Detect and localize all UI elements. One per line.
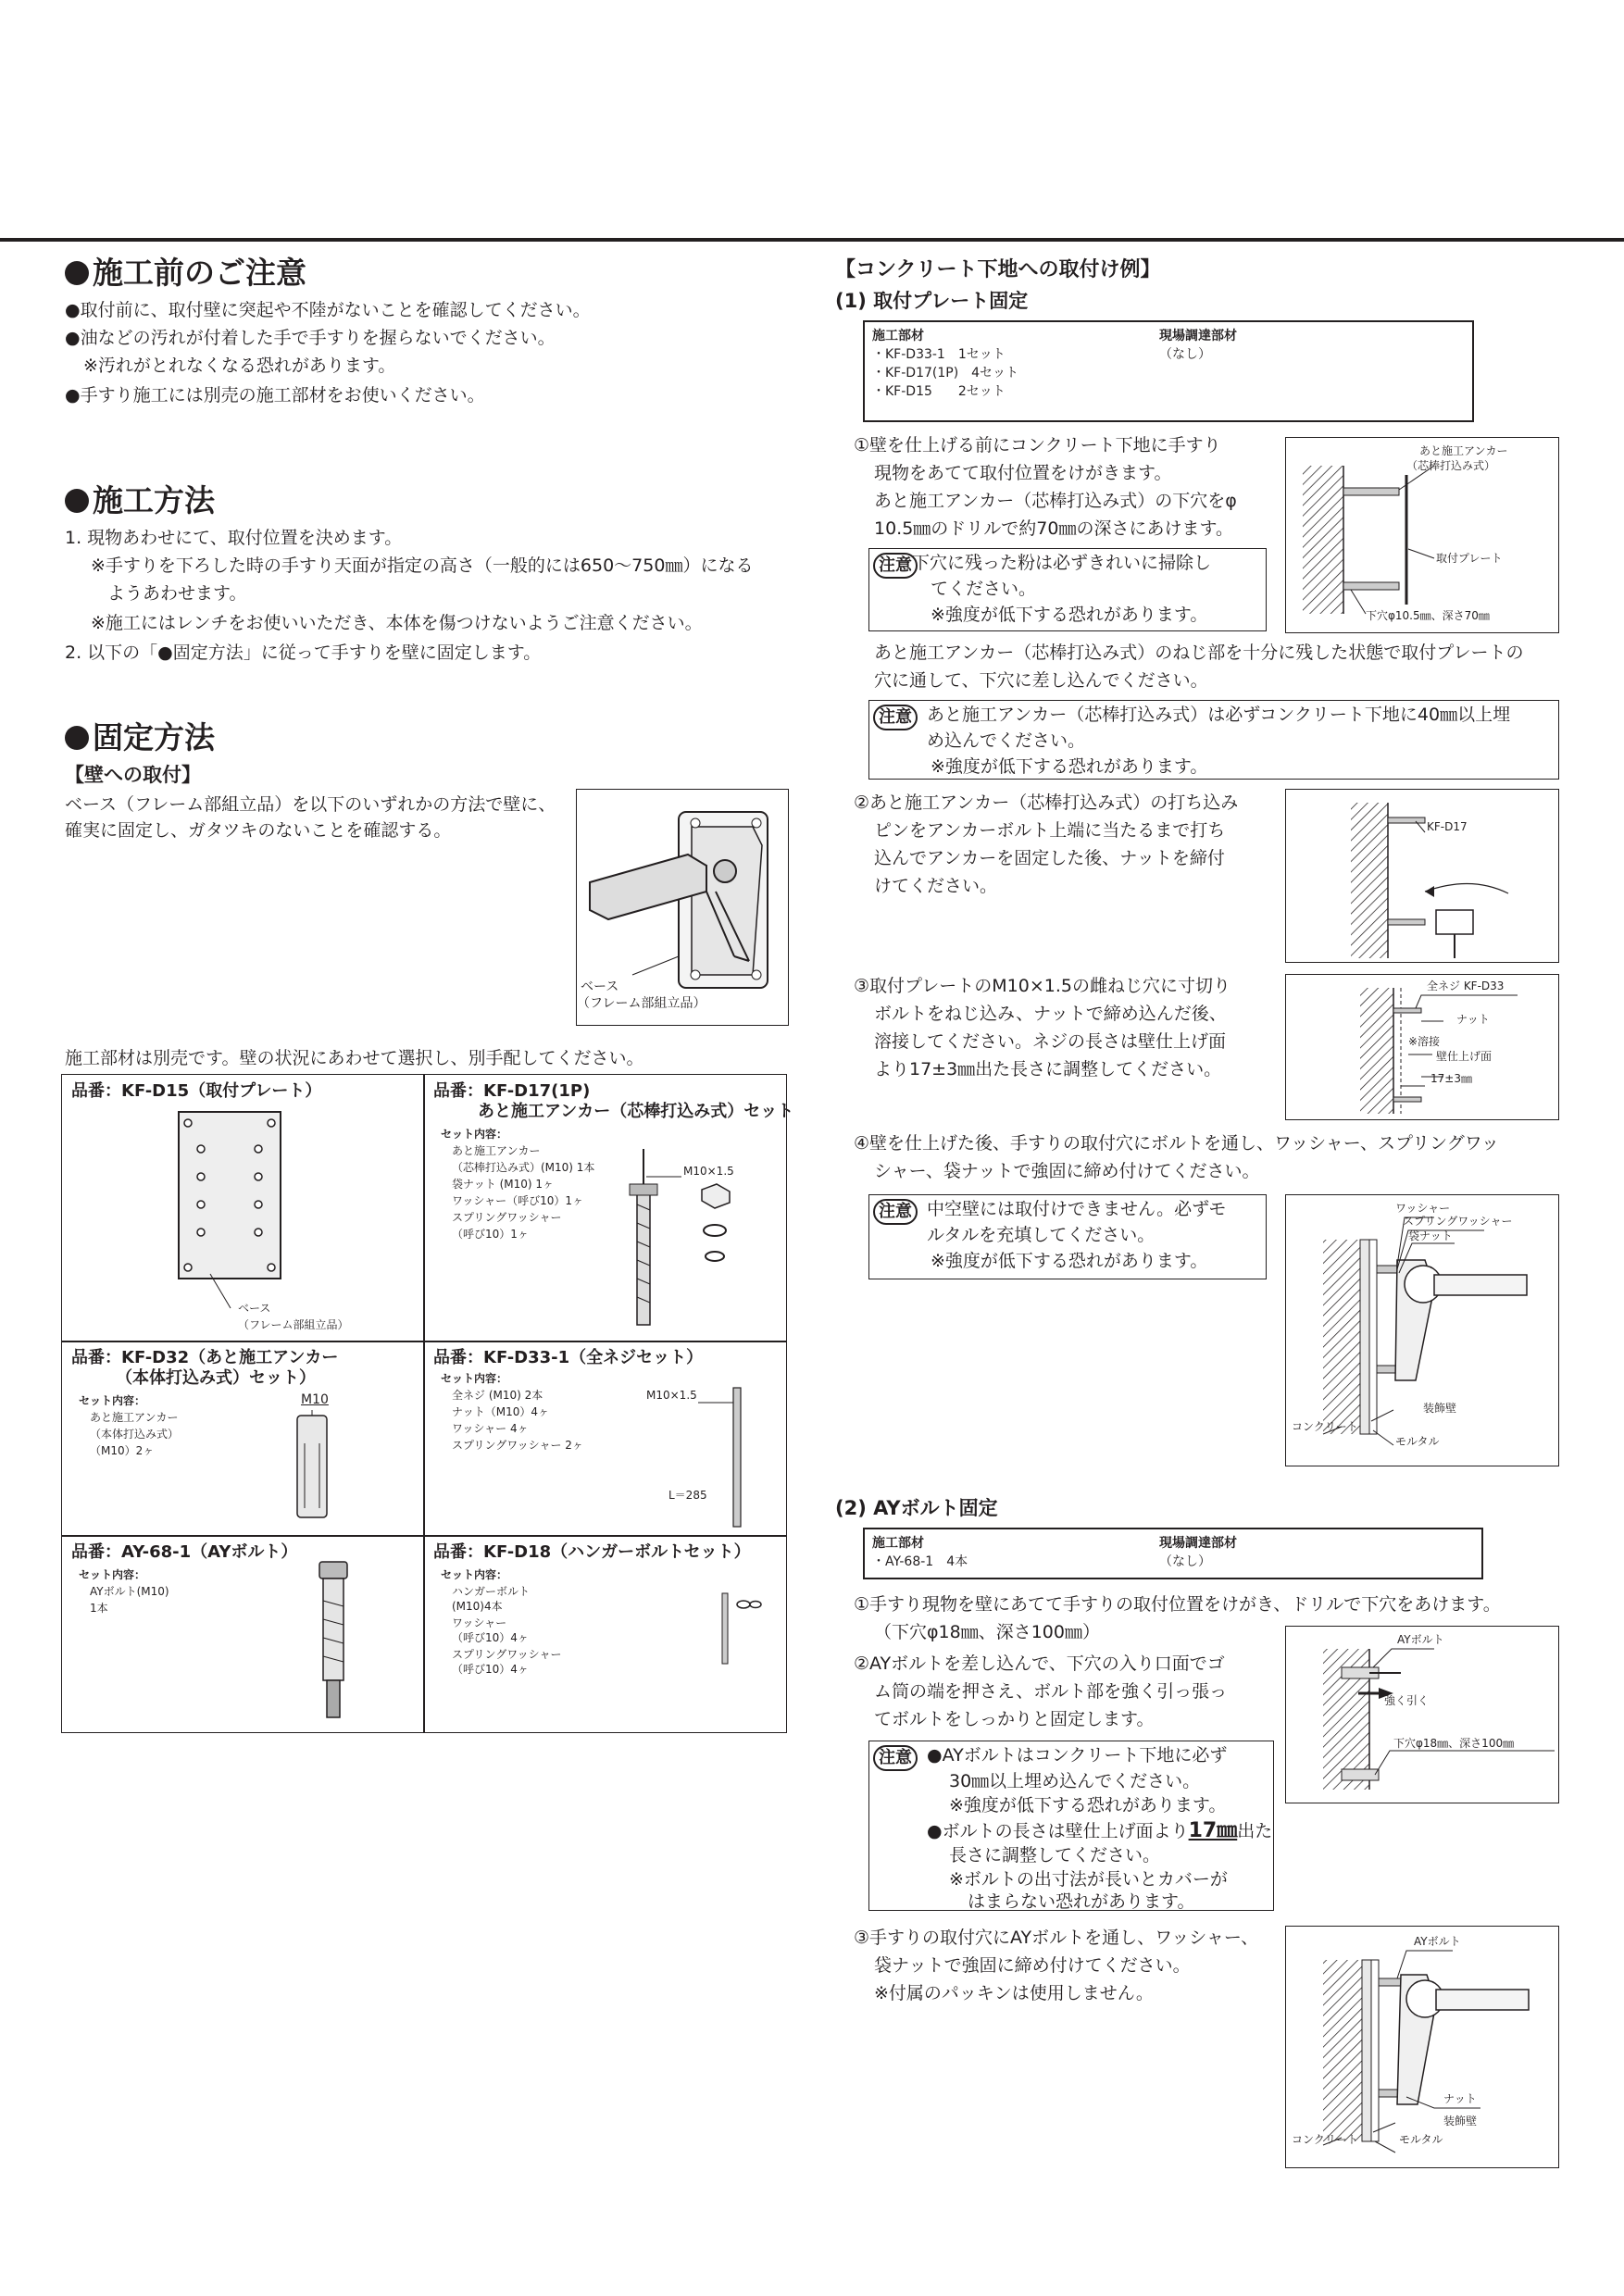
step-line: シャー、袋ナットで強固に締め付けてください。	[874, 1161, 1260, 1181]
fig-label: ナット	[1443, 2092, 1477, 2105]
table-cell: ・AY-68-1 4本	[872, 1554, 968, 1569]
part-cell-ay-68-1	[61, 1535, 425, 1733]
part-content: ワッシャー（呼び10）1ヶ	[452, 1194, 584, 1207]
step-line: 穴に通して、下穴に差し込んでください。	[874, 670, 1208, 691]
caution-line: ※強度が低下する恐れがあります。	[949, 1795, 1227, 1816]
fixing-title: 固定方法	[65, 718, 215, 757]
fig-label: 強く引く	[1384, 1694, 1430, 1707]
caution-line: はまらない恐れがあります。	[968, 1891, 1195, 1912]
fig-ay-bolt-install	[1285, 1926, 1559, 2168]
caution-line: 30㎜以上埋め込んでください。	[949, 1771, 1201, 1791]
bullet-dot-icon	[65, 726, 89, 750]
part-content: スプリングワッシャー	[452, 1648, 562, 1661]
fig-label: モルタル	[1399, 2133, 1443, 2146]
part-name: 品番：KF-D18（ハンガーボルトセット）	[433, 1542, 751, 1562]
fixing-subtitle: 【壁への取付】	[65, 764, 201, 786]
sec1-title: (1) 取付プレート固定	[835, 290, 1029, 312]
part-label: ベース	[238, 1302, 271, 1315]
right-title: 【コンクリート下地への取付け例】	[835, 258, 1161, 281]
precaution-line: ●取付前に、取付壁に突起や不陸がないことを確認してください。	[65, 300, 591, 320]
sec1-parts-table	[863, 320, 1474, 422]
fig-label: 下穴φ18㎜、深さ100㎜	[1393, 1737, 1515, 1750]
part-label: L＝285	[668, 1489, 707, 1502]
part-name: 品番：KF-D32（あと施工アンカー	[71, 1348, 339, 1367]
caution-line: ●AYボルトはコンクリート下地に必ず	[927, 1745, 1228, 1766]
caution-line: め込んでください。	[927, 730, 1086, 751]
fig-label: あと施工アンカー	[1419, 444, 1508, 457]
fig-label: 17±3㎜	[1430, 1072, 1472, 1085]
part-content: 1本	[90, 1602, 108, 1615]
fig-label: 壁仕上げ面	[1436, 1050, 1493, 1063]
step-line: てボルトをしっかりと固定します。	[874, 1709, 1155, 1729]
step-line: 現物をあてて取付位置をけがきます。	[874, 463, 1172, 483]
caution-badge: 注意	[873, 705, 918, 730]
caution-line: 下穴に残った粉は必ずきれいに掃除し	[912, 553, 1212, 573]
fig-label: ワッシャー	[1395, 1202, 1451, 1215]
part-label: M10×1.5	[683, 1165, 734, 1178]
step-line: 込んでアンカーを固定した後、ナットを締付	[874, 848, 1225, 868]
step-line: ム筒の端を押さえ、ボルト部を強く引っ張っ	[874, 1681, 1228, 1702]
part-content: ワッシャー	[452, 1616, 507, 1629]
fixing-line: ベース（フレーム部組立品）を以下のいずれかの方法で壁に、	[65, 794, 556, 815]
part-content: スプリングワッシャー	[452, 1211, 562, 1224]
part-label: M10×1.5	[646, 1389, 697, 1402]
bullet-dot-icon	[65, 261, 89, 285]
fig-label: ※溶接	[1408, 1035, 1441, 1048]
part-content: (M10)4本	[452, 1600, 503, 1613]
table-cell: ・KF-D15 2セット	[872, 384, 1006, 399]
fig-ay-bolt-insert	[1285, 1626, 1559, 1803]
fig-label: 取付プレート	[1436, 552, 1503, 565]
method-line: 2. 以下の「●固定方法」に従って手すりを壁に固定します。	[65, 643, 542, 663]
table-head: 施工部材	[872, 1536, 924, 1551]
part-name: 品番：KF-D33-1（全ネジセット）	[433, 1348, 704, 1367]
method-line: 1. 現物あわせにて、取付位置を決めます。	[65, 528, 403, 548]
step-line: ②AYボルトを差し込んで、下穴の入り口面でゴ	[854, 1653, 1225, 1674]
fig-label: KF-D17	[1427, 820, 1468, 833]
part-content: （芯棒打込み式）(M10) 1本	[452, 1161, 595, 1174]
part-content: （本体打込み式）	[90, 1428, 180, 1441]
step-line: ③手すりの取付穴にAYボルトを通し、ワッシャー、	[854, 1928, 1259, 1948]
table-cell: （なし）	[1159, 347, 1211, 362]
fig-label: 全ネジ KF-D33	[1427, 980, 1505, 992]
method-line: ※手すりを下ろした時の手すり天面が指定の高さ（一般的には650～750㎜）になる	[91, 555, 754, 576]
fig-stud-bolt	[1285, 974, 1559, 1120]
part-name: 品番：KF-D15（取付プレート）	[71, 1081, 322, 1101]
part-content: AYボルト(M10)	[90, 1585, 169, 1598]
method-title: 施工方法	[65, 481, 215, 520]
caution-badge: 注意	[873, 1745, 918, 1771]
part-content: セット内容：	[441, 1568, 508, 1581]
caution-badge: 注意	[873, 553, 918, 579]
caution-line: ※ボルトの出寸法が長いとカバーが	[949, 1869, 1228, 1890]
part-name: 品番：AY-68-1（AYボルト）	[71, 1542, 298, 1562]
step-line: ③取付プレートのM10×1.5の雌ねじ穴に寸切り	[854, 976, 1230, 996]
fig-label: コンクリート	[1292, 2133, 1358, 2146]
fig-label: （芯棒打込み式）	[1406, 459, 1496, 472]
step-line: （下穴φ18㎜、深さ100㎜）	[874, 1622, 1100, 1642]
caution-line: ●ボルトの長さは壁仕上げ面より17㎜出た	[927, 1819, 1273, 1842]
fig-label: （フレーム部組立品）	[577, 996, 706, 1011]
step-line: ①手すり現物を壁にあてて手すりの取付位置をけがき、ドリルで下穴をあけます。	[854, 1594, 1501, 1615]
part-content: セット内容：	[79, 1568, 146, 1581]
fig-anchor-hole	[1285, 437, 1559, 633]
caution-box-1	[868, 548, 1267, 631]
step-line: あと施工アンカー（芯棒打込み式）の下穴をφ	[874, 491, 1237, 511]
part-label: M10	[301, 1392, 329, 1407]
step-line: ②あと施工アンカー（芯棒打込み式）の打ち込み	[854, 792, 1239, 813]
step-line: ④壁を仕上げた後、手すりの取付穴にボルトを通し、ワッシャー、スプリングワッ	[854, 1133, 1499, 1154]
part-content: 袋ナット (M10) 1ヶ	[452, 1178, 555, 1191]
step-line: けてください。	[874, 876, 998, 896]
part-content: 全ネジ (M10) 2本	[452, 1389, 543, 1402]
fig-label: AYボルト	[1414, 1935, 1461, 1948]
table-cell: ・KF-D33-1 1セット	[872, 347, 1006, 362]
step-line: ボルトをねじ込み、ナットで締め込んだ後、	[874, 1004, 1227, 1024]
part-content: セット内容：	[441, 1372, 508, 1385]
step-line: ※付属のパッキンは使用しません。	[874, 1983, 1154, 2003]
fig-label: AYボルト	[1397, 1633, 1444, 1646]
fig-label: スプリングワッシャー	[1403, 1215, 1513, 1228]
step-line: 10.5㎜のドリルで約70㎜の深さにあけます。	[874, 518, 1233, 539]
bolt-length-highlight: 17㎜	[1188, 1819, 1238, 1842]
parts-grid	[61, 1074, 794, 1733]
part-content: ワッシャー 4ヶ	[452, 1422, 529, 1435]
table-head: 現場調達部材	[1159, 329, 1237, 343]
parts-note: 施工部材は別売です。壁の状況にあわせて選択し、別手配してください。	[65, 1048, 644, 1068]
caution-box-2	[868, 700, 1559, 780]
table-head: 施工部材	[872, 329, 924, 343]
part-content: ハンガーボルト	[452, 1585, 531, 1598]
precaution-line: ●手すり施工には別売の施工部材をお使いください。	[65, 385, 485, 406]
fig-label: 装飾壁	[1443, 2115, 1478, 2128]
part-content: （M10）2ヶ	[90, 1444, 155, 1457]
part-label: （フレーム部組立品）	[238, 1318, 349, 1331]
caution-line: てください。	[931, 579, 1037, 599]
precautions-title: 施工前のご注意	[65, 254, 306, 293]
step-line: 袋ナットで強固に締め付けてください。	[874, 1955, 1191, 1976]
part-name: 品番：KF-D17(1P)	[433, 1081, 591, 1101]
step-line: 溶接してください。ネジの長さは壁仕上げ面	[874, 1031, 1227, 1052]
caution-line: ※強度が低下する恐れがあります。	[931, 1251, 1208, 1271]
sec2-parts-table	[863, 1528, 1483, 1579]
table-cell: ・KF-D17(1P) 4セット	[872, 366, 1019, 381]
step-line: より17±3㎜出た長さに調整してください。	[874, 1059, 1222, 1079]
part-content: あと施工アンカー	[452, 1144, 541, 1157]
caution-box-3	[868, 1194, 1267, 1279]
top-rule	[0, 238, 1624, 242]
fig-bracket-install	[1285, 1194, 1559, 1466]
fixing-line: 確実に固定し、ガタツキのないことを確認する。	[65, 820, 452, 841]
sec2-title: (2) AYボルト固定	[835, 1497, 998, 1519]
table-head: 現場調達部材	[1159, 1536, 1237, 1551]
fig-label: モルタル	[1395, 1435, 1440, 1448]
precaution-line: ●油などの汚れが付着した手で手すりを握らないでください。	[65, 328, 556, 348]
caution-line: ルタルを充填してください。	[927, 1225, 1156, 1245]
bullet-dot-icon	[65, 489, 89, 513]
part-content: ナット（M10）4ヶ	[452, 1405, 550, 1418]
part-content: セット内容：	[441, 1128, 508, 1141]
part-cell-kf-d32	[61, 1341, 425, 1537]
fig-label: 袋ナット	[1408, 1229, 1453, 1242]
caution-line: ※強度が低下する恐れがあります。	[931, 605, 1208, 625]
fig-label: コンクリート	[1292, 1420, 1358, 1433]
table-cell: （なし）	[1159, 1554, 1211, 1569]
fig-anchor-drive	[1285, 789, 1559, 963]
caution-badge: 注意	[873, 1199, 918, 1225]
part-content: セット内容：	[79, 1394, 146, 1407]
part-cell-kf-d17	[423, 1074, 794, 1342]
part-content: （呼び10）1ヶ	[452, 1228, 529, 1241]
step-line: ①壁を仕上げる前にコンクリート下地に手すり	[854, 435, 1221, 455]
caution-line: あと施工アンカー（芯棒打込み式）は必ずコンクリート下地に40㎜以上埋	[927, 705, 1511, 725]
part-cell-kf-d15	[61, 1074, 425, 1342]
part-content: あと施工アンカー	[90, 1411, 179, 1424]
base-frame-figure	[576, 789, 789, 1026]
fig-label: 下穴φ10.5㎜、深さ70㎜	[1366, 609, 1490, 622]
part-content: スプリングワッシャー 2ヶ	[452, 1439, 583, 1452]
method-line: ※施工にはレンチをお使いいただき、本体を傷つけないようご注意ください。	[91, 613, 703, 633]
fig-label: 装飾壁	[1423, 1402, 1457, 1415]
caution-box-4	[868, 1741, 1274, 1911]
caution-line: 長さに調整してください。	[949, 1845, 1161, 1866]
caution-line: 中空壁には取付けできません。必ずモ	[927, 1199, 1227, 1219]
caution-line: ※強度が低下する恐れがあります。	[931, 756, 1208, 777]
part-name-sub: （本体打込み式）セット）	[116, 1368, 316, 1388]
part-name-sub: あと施工アンカー（芯棒打込み式）セット	[478, 1102, 794, 1121]
step-line: ピンをアンカーボルト上端に当たるまで打ち	[874, 820, 1226, 841]
fig-label: ナット	[1456, 1013, 1490, 1026]
part-content: （呼び10）4ヶ	[452, 1663, 529, 1676]
part-content: （呼び10）4ヶ	[452, 1631, 529, 1644]
fig-label: ベース	[581, 980, 619, 994]
part-cell-kf-d18	[423, 1535, 787, 1733]
step-line: あと施工アンカー（芯棒打込み式）のねじ部を十分に残した状態で取付プレートの	[874, 643, 1524, 663]
part-cell-kf-d33-1	[423, 1341, 787, 1537]
precaution-line: ※汚れがとれなくなる恐れがあります。	[83, 356, 396, 376]
method-line: ようあわせます。	[107, 583, 247, 604]
